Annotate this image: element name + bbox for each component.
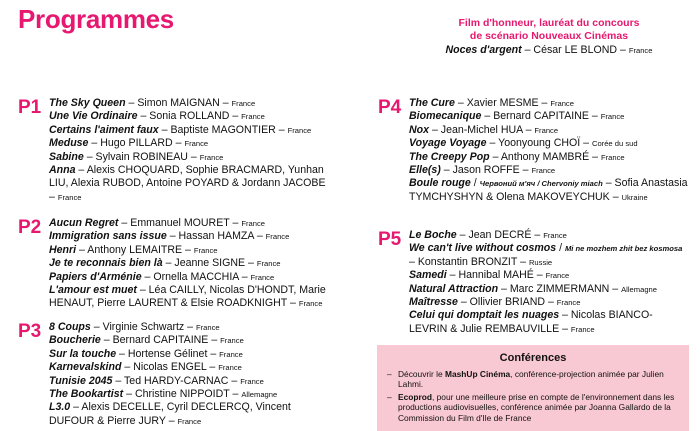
film-country: Ukraine <box>621 192 648 202</box>
film-entry: Aucun Regret – Emmanuel MOURET – France <box>49 217 265 229</box>
film-title: Noces d'argent <box>445 44 522 56</box>
film-country: France <box>220 336 244 346</box>
film-entry: Une Vie Ordinaire – Sonia ROLLAND – France <box>49 110 265 123</box>
film-director: Hortense Gélinet <box>127 347 208 360</box>
film-director: César LE BLOND <box>533 44 618 56</box>
film-director: Hannibal MAHÉ <box>458 269 534 282</box>
conference-text <box>398 392 679 423</box>
film-title: Papiers d'Arménie <box>49 270 142 283</box>
film-country: France <box>184 139 209 149</box>
film-title: Anna <box>49 164 76 177</box>
programme-list <box>409 229 690 336</box>
conference-text-bold: Ecoprod <box>398 391 432 402</box>
film-alt-title: Mi ne mozhem zhit bez kosmosa <box>564 244 683 254</box>
film-title: Boucherie <box>49 334 101 347</box>
film-entry: Immigration sans issue – Hassan HAMZA – France <box>49 230 290 243</box>
conferences-box <box>377 345 689 431</box>
film-title: The Sky Queen <box>49 97 126 109</box>
film-director: Baptiste MAGONTIER <box>170 123 276 136</box>
film-director: Emmanuel MOURET <box>130 217 230 229</box>
film-entry: The Creepy Pop – Anthony MAMBRÉ – France <box>409 150 625 163</box>
film-entry: The Cure – Xavier MESME – France <box>409 97 574 109</box>
film-title: Immigration sans issue <box>49 230 167 243</box>
film-director: Anthony LEMAITRE <box>87 243 183 256</box>
film-entry: The Sky Queen – Simon MAIGNAN – France <box>49 97 256 109</box>
programme-label: P3 <box>18 321 42 342</box>
film-entry: 8 Coups – Virginie Schwartz – France <box>49 321 220 333</box>
film-director: Konstantin BRONZIT <box>417 255 518 268</box>
film-director: Sofia Anastasia TYMCHYSHYN & Olena MAKOVEYCHUK <box>409 177 688 203</box>
film-director: Ornella MACCHIA <box>153 270 239 283</box>
film-director: Bernard CAPITAINE <box>112 334 209 347</box>
film-director: Nicolas BIANCO-LEVRIN & Julie REMBAUVILLE <box>409 309 653 335</box>
film-country: France <box>545 271 570 281</box>
film-entry: Anna – Alexis CHOQUARD, Sophie BRACMARD, Yunhan LIU, Alexia RUBOD, Antoine POYARD & Jordann JACOBE – France <box>49 164 326 203</box>
film-director: Virginie Schwartz <box>102 321 185 333</box>
film-entry: Sur la touche – Hortense Gélinet – France <box>49 347 243 360</box>
film-country: France <box>177 416 202 426</box>
film-title: Sur la touche <box>49 347 117 360</box>
film-title: Elle(s) <box>409 164 441 177</box>
film-country: France <box>534 125 559 135</box>
film-country: Corée du sud <box>591 139 638 149</box>
programme-list <box>49 217 328 311</box>
film-title: Je te reconnais bien là <box>49 257 163 270</box>
film-country: Russie <box>528 257 553 267</box>
film-entry: Je te reconnais bien là – Jeanne SIGNE – France <box>49 257 281 270</box>
conference-text-rest: , conférence-projection animée par Julien Lahmi. <box>398 369 664 390</box>
film-country: France <box>628 46 653 55</box>
film-director: Sonia ROLLAND <box>149 110 230 123</box>
film-country: France <box>199 152 224 162</box>
film-country: France <box>256 259 281 269</box>
dash-bullet: – <box>387 369 392 379</box>
film-entry: Boucherie – Bernard CAPITAINE – France <box>49 334 244 347</box>
film-director: Sylvain ROBINEAU <box>95 150 188 163</box>
film-country: France <box>287 125 312 135</box>
film-director: Hassan HAMZA <box>178 230 254 243</box>
film-director: Anthony MAMBRÉ <box>500 150 590 163</box>
film-title: L3.0 <box>49 401 71 414</box>
film-country: France <box>240 376 264 386</box>
conference-item <box>387 392 679 423</box>
film-director: Jean-Michel HUA <box>440 123 523 136</box>
programme-list <box>49 97 328 204</box>
film-country: France <box>556 298 581 308</box>
film-country: France <box>265 232 290 242</box>
film-alt-title: Червоний м'яч / Chervoniy miach <box>479 179 603 189</box>
film-title: We can't live without cosmos <box>409 242 557 255</box>
honor-heading-line2: de scénario Nouveaux Cinémas <box>469 30 629 42</box>
film-director: Christine NIPPOIDT <box>134 388 230 401</box>
film-entry: Natural Attraction – Marc ZIMMERMANN – Allemagne <box>409 282 657 295</box>
film-entry: The Bookartist – Christine NIPPOIDT – Allemagne <box>49 388 278 401</box>
film-entry: Maîtresse – Ollivier BRIAND – France <box>409 296 581 309</box>
film-title: Aucun Regret <box>49 217 119 229</box>
film-entry: Elle(s) – Jason ROFFE – France <box>409 164 556 177</box>
film-entry: Henri – Anthony LEMAITRE – France <box>49 243 218 256</box>
film-title: Sabine <box>49 150 84 163</box>
film-title: Une Vie Ordinaire <box>49 110 138 123</box>
honor-film-block <box>406 17 692 57</box>
film-title: Le Boche <box>409 229 457 241</box>
film-entry: Samedi – Hannibal MAHÉ – France <box>409 269 570 282</box>
film-title: Tunisie 2045 <box>49 374 113 387</box>
film-title: The Cure <box>409 97 455 109</box>
film-country: France <box>57 192 82 202</box>
film-director: Marc ZIMMERMANN <box>509 282 610 295</box>
film-director: Ollivier BRIAND <box>469 296 546 309</box>
film-director: Jeanne SIGNE <box>174 257 246 270</box>
film-country: France <box>543 231 567 240</box>
film-entry: Boule rouge / Червоний м'яч / Chervoniy miach – Sofia Anastasia TYMCHYSHYN & Olena MAKOVEYCHUK – Ukraine <box>409 177 688 203</box>
programme-label: P1 <box>18 97 42 118</box>
film-title: L'amour est muet <box>49 284 137 297</box>
film-director: Alexis CHOQUARD, Sophie BRACMARD, Yunhan LIU, Alexia RUBOD, Antoine POYARD & Jordann JACOBE <box>49 164 326 190</box>
film-director: Bernard CAPITAINE <box>493 110 589 123</box>
film-director: Xavier MESME <box>466 97 539 109</box>
honor-film-entry: Noces d'argent – César LE BLOND – France <box>445 44 653 56</box>
film-entry: L3.0 – Alexis DECELLE, Cyril DECLERCQ, Vincent DUFOUR & Pierre JURY – France <box>49 401 291 427</box>
conference-text <box>398 369 679 390</box>
film-country: France <box>241 219 265 228</box>
programme-list <box>49 321 328 428</box>
film-title: The Creepy Pop <box>409 150 490 163</box>
film-director: Hugo PILLARD <box>100 137 173 150</box>
film-entry: Biomecanique – Bernard CAPITAINE – France <box>409 110 625 123</box>
film-title: 8 Coups <box>49 321 91 333</box>
film-entry: Karnevalskind – Nicolas ENGEL – France <box>49 361 242 374</box>
film-title: Meduse <box>49 137 89 150</box>
film-director: Nicolas ENGEL <box>133 361 207 374</box>
conference-text-rest: , pour une meilleure prise en compte de l'environnement dans les productions audiovisuelles, conférence animée par Joanna Gallardo de la Commission du Film d'Ile de France <box>398 391 675 423</box>
film-director: Jason ROFFE <box>452 164 520 177</box>
conference-text-bold: MashUp Cinéma <box>445 369 511 379</box>
film-country: France <box>600 112 625 122</box>
film-country: France <box>531 166 556 176</box>
film-entry: Voyage Voyage – Yoonyoung CHOÏ – Corée du sud <box>409 137 638 150</box>
page-title: Programmes <box>18 4 174 34</box>
film-title: Maîtresse <box>409 296 458 309</box>
film-country: France <box>550 99 574 108</box>
film-title: The Bookartist <box>49 388 124 401</box>
film-title: Boule rouge <box>409 177 471 190</box>
film-country: Allemagne <box>241 390 278 400</box>
film-title: Henri <box>49 243 77 256</box>
film-entry: L'amour est muet – Léa CAILLY, Nicolas D'HONDT, Marie HENAUT, Pierre LAURENT & Elsie ROADKNIGHT – France <box>49 284 326 310</box>
film-entry: Papiers d'Arménie – Ornella MACCHIA – France <box>49 270 275 283</box>
film-country: France <box>231 99 256 108</box>
film-country: France <box>193 245 218 255</box>
film-country: France <box>241 112 265 122</box>
film-director: Yoonyoung CHOÏ <box>498 137 581 150</box>
film-title: Certains l'aiment faux <box>49 123 159 136</box>
film-title: Samedi <box>409 269 447 282</box>
film-title: Nox <box>409 123 430 136</box>
film-entry: Certains l'aiment faux – Baptiste MAGONTIER – France <box>49 123 312 136</box>
film-title: Biomecanique <box>409 110 482 123</box>
film-entry: Sabine – Sylvain ROBINEAU – France <box>49 150 224 163</box>
film-country: France <box>600 152 625 162</box>
dash-bullet: – <box>387 391 392 402</box>
film-entry: Tunisie 2045 – Ted HARDY-CARNAC – France <box>49 374 264 387</box>
film-title: Karnevalskind <box>49 361 122 374</box>
film-director: Jean DECRÉ <box>468 229 532 241</box>
film-entry: Le Boche – Jean DECRÉ – France <box>409 229 567 241</box>
honor-heading-line1: Film d'honneur, lauréat du concours <box>458 17 640 29</box>
film-entry: We can't live without cosmos / Mi ne mozhem zhit bez kosmosa – Konstantin BRONZIT – Russie <box>409 242 683 268</box>
film-country: France <box>218 363 242 373</box>
film-title: Celui qui domptait les nuages <box>409 309 560 322</box>
programme-label: P2 <box>18 217 42 238</box>
film-country: France <box>196 323 220 332</box>
film-country: France <box>298 299 323 309</box>
conference-item <box>387 369 679 390</box>
programme-label: P4 <box>378 97 402 118</box>
film-country: France <box>219 349 243 359</box>
film-director: Léa CAILLY, Nicolas D'HONDT, Marie HENAUT, Pierre LAURENT & Elsie ROADKNIGHT <box>49 284 326 310</box>
film-director: Alexis DECELLE, Cyril DECLERCQ, Vincent DUFOUR & Pierre JURY <box>49 401 291 427</box>
film-title: Natural Attraction <box>409 282 499 295</box>
film-director: Ted HARDY-CARNAC <box>124 374 229 387</box>
conferences-title: Conférences <box>499 352 567 364</box>
conference-text-lead: Découvrir le <box>398 369 446 379</box>
film-entry: Meduse – Hugo PILLARD – France <box>49 137 209 150</box>
film-country: France <box>570 324 595 334</box>
programme-label: P5 <box>378 229 402 250</box>
programme-list <box>409 97 690 204</box>
film-entry: Nox – Jean-Michel HUA – France <box>409 123 559 136</box>
film-country: France <box>250 272 275 282</box>
film-director: Simon MAIGNAN <box>137 97 220 109</box>
film-country: Allemagne <box>621 284 657 294</box>
film-entry: Celui qui domptait les nuages – Nicolas BIANCO-LEVRIN & Julie REMBAUVILLE – France <box>409 309 653 335</box>
film-title: Voyage Voyage <box>409 137 487 150</box>
